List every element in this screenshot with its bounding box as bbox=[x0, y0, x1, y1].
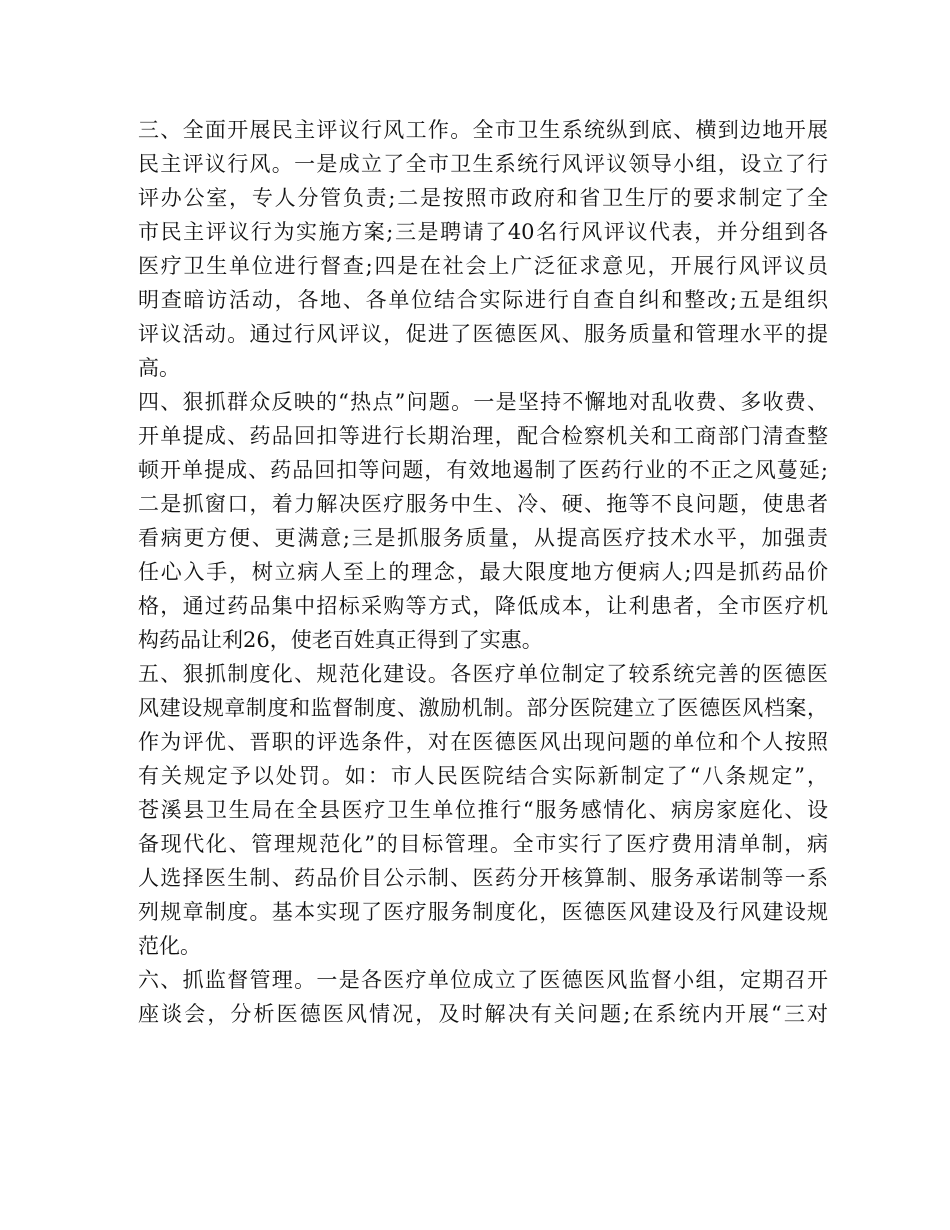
text-line: 列规章制度。基本实现了医疗服务制度化，医德医风建设及行风建设规 bbox=[138, 900, 828, 924]
text-line: 任心入手，树立病人至上的理念，最大限度地方便病人;四是抓药品价 bbox=[138, 560, 828, 584]
text-line: 评议活动。通过行风评议，促进了医德医风、服务质量和管理水平的提 bbox=[138, 322, 828, 346]
text-line: 备现代化、管理规范化”的目标管理。全市实行了医疗费用清单制，病 bbox=[138, 832, 828, 856]
text-line: 明查暗访活动，各地、各单位结合实际进行自查自纠和整改;五是组织 bbox=[138, 288, 828, 312]
text-line: 座谈会，分析医德医风情况，及时解决有关问题;在系统内开展“三对 bbox=[138, 1002, 828, 1026]
text-line: 医疗卫生单位进行督查;四是在社会上广泛征求意见，开展行风评议员 bbox=[138, 254, 828, 278]
text-line: 有关规定予以处罚。如：市人民医院结合实际新制定了“八条规定”， bbox=[138, 764, 828, 788]
document-body bbox=[138, 113, 828, 1031]
text-line: 构药品让利26，使老百姓真正得到了实惠。 bbox=[138, 628, 543, 652]
text-line: 市民主评议行为实施方案;三是聘请了40名行风评议代表，并分组到各 bbox=[138, 220, 828, 244]
text-line: 范化。 bbox=[138, 934, 201, 958]
text-line: 作为评优、晋职的评选条件，对在医德医风出现问题的单位和个人按照 bbox=[138, 730, 828, 754]
text-line: 高。 bbox=[138, 356, 180, 380]
text-line: 四、狠抓群众反映的“热点”问题。一是坚持不懈地对乱收费、多收费、 bbox=[138, 390, 828, 414]
text-line: 开单提成、药品回扣等进行长期治理，配合检察机关和工商部门清查整 bbox=[138, 424, 828, 448]
text-line: 评办公室，专人分管负责;二是按照市政府和省卫生厅的要求制定了全 bbox=[138, 186, 828, 210]
text-line: 风建设规章制度和监督制度、激励机制。部分医院建立了医德医风档案， bbox=[138, 696, 828, 720]
text-line: 民主评议行风。一是成立了全市卫生系统行风评议领导小组，设立了行 bbox=[138, 152, 828, 176]
text-line: 顿开单提成、药品回扣等问题，有效地遏制了医药行业的不正之风蔓延; bbox=[138, 458, 828, 482]
text-line: 看病更方便、更满意;三是抓服务质量，从提高医疗技术水平，加强责 bbox=[138, 526, 828, 550]
text-line: 苍溪县卫生局在全县医疗卫生单位推行“服务感情化、病房家庭化、设 bbox=[138, 798, 828, 822]
text-line: 二是抓窗口，着力解决医疗服务中生、冷、硬、拖等不良问题，使患者 bbox=[138, 492, 828, 516]
text-line: 六、抓监督管理。一是各医疗单位成立了医德医风监督小组，定期召开 bbox=[138, 968, 828, 992]
text-line: 格，通过药品集中招标采购等方式，降低成本，让利患者，全市医疗机 bbox=[138, 594, 828, 618]
text-line: 人选择医生制、药品价目公示制、医药分开核算制、服务承诺制等一系 bbox=[138, 866, 828, 890]
text-line: 五、狠抓制度化、规范化建设。各医疗单位制定了较系统完善的医德医 bbox=[138, 662, 828, 686]
text-line: 三、全面开展民主评议行风工作。全市卫生系统纵到底、横到边地开展 bbox=[138, 118, 828, 142]
